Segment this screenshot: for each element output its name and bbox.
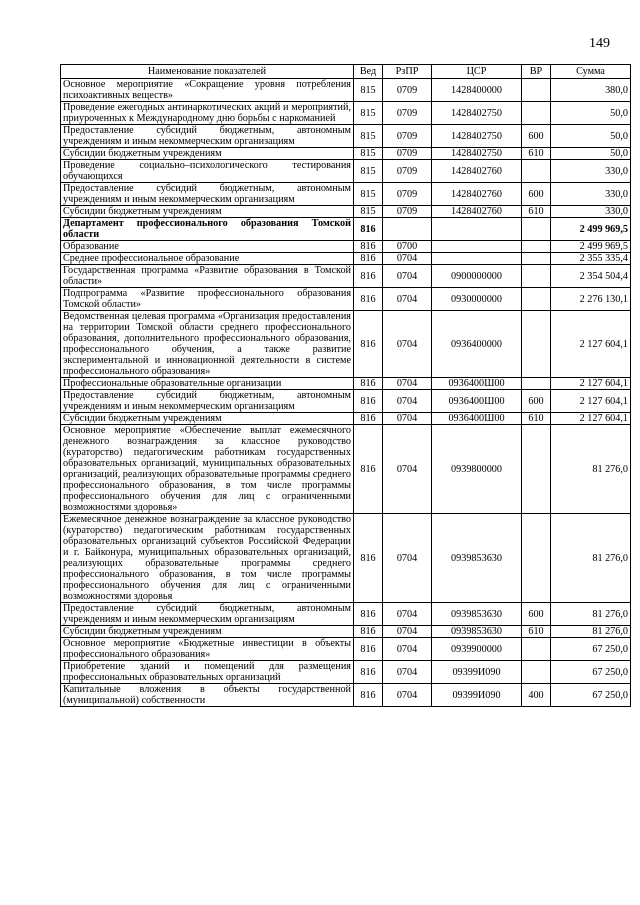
cell-sum: 50,0 [551, 125, 631, 148]
cell-ved: 816 [354, 311, 383, 378]
cell-vr: 600 [522, 125, 551, 148]
cell-rzpr: 0704 [383, 425, 432, 514]
cell-ved: 816 [354, 413, 383, 425]
cell-name: Субсидии бюджетным учреждениям [61, 206, 354, 218]
cell-rzpr: 0709 [383, 206, 432, 218]
column-header-vr: ВР [522, 65, 551, 79]
cell-name: Предоставление субсидий бюджетным, автономным учреждениям и иным некоммерческим организациям [61, 125, 354, 148]
cell-vr: 610 [522, 413, 551, 425]
cell-csr: 0939800000 [432, 425, 522, 514]
cell-vr [522, 79, 551, 102]
cell-rzpr: 0704 [383, 684, 432, 707]
table-row [61, 390, 631, 413]
column-header-sum: Сумма [551, 65, 631, 79]
cell-name: Приобретение зданий и помещений для размещения профессиональных образовательных организаций [61, 661, 354, 684]
cell-sum: 50,0 [551, 148, 631, 160]
cell-rzpr: 0704 [383, 288, 432, 311]
cell-csr: 0939853630 [432, 603, 522, 626]
cell-name: Департамент профессионального образования Томской области [61, 218, 354, 241]
table-row [61, 514, 631, 603]
column-header-name: Наименование показателей [61, 65, 354, 79]
cell-rzpr: 0700 [383, 241, 432, 253]
cell-vr [522, 514, 551, 603]
cell-name: Субсидии бюджетным учреждениям [61, 626, 354, 638]
budget-table [60, 64, 631, 707]
cell-ved: 816 [354, 638, 383, 661]
cell-sum: 2 127 604,1 [551, 311, 631, 378]
cell-sum: 50,0 [551, 102, 631, 125]
cell-sum: 67 250,0 [551, 661, 631, 684]
cell-sum: 81 276,0 [551, 626, 631, 638]
cell-sum: 380,0 [551, 79, 631, 102]
cell-ved: 816 [354, 241, 383, 253]
cell-vr: 600 [522, 603, 551, 626]
cell-name: Ежемесячное денежное вознаграждение за классное руководство (кураторство) педагогическим работникам государственных образовательных организаций субъектов Российской Федерации и г. Байконура, муниципальных образовательных организаций, реализующих образовательные программы среднего профессионального образования, в том числе программы профессионального обучения для лиц с ограниченными возможностями здоровья [61, 514, 354, 603]
cell-sum: 2 127 604,1 [551, 413, 631, 425]
cell-csr: 1428402760 [432, 183, 522, 206]
cell-name: Образование [61, 241, 354, 253]
cell-sum: 67 250,0 [551, 684, 631, 707]
cell-name: Государственная программа «Развитие образования в Томской области» [61, 265, 354, 288]
cell-csr: 0930000000 [432, 288, 522, 311]
cell-rzpr: 0704 [383, 661, 432, 684]
cell-csr: 1428400000 [432, 79, 522, 102]
table-row [61, 265, 631, 288]
cell-rzpr: 0704 [383, 626, 432, 638]
cell-sum: 2 499 969,5 [551, 241, 631, 253]
cell-sum: 81 276,0 [551, 425, 631, 514]
cell-sum: 67 250,0 [551, 638, 631, 661]
cell-csr: 0900000000 [432, 265, 522, 288]
cell-csr [432, 253, 522, 265]
cell-vr [522, 378, 551, 390]
cell-csr: 0936400Ш00 [432, 378, 522, 390]
cell-vr [522, 253, 551, 265]
cell-ved: 816 [354, 603, 383, 626]
cell-rzpr: 0709 [383, 125, 432, 148]
cell-rzpr: 0704 [383, 378, 432, 390]
cell-csr: 0939853630 [432, 626, 522, 638]
cell-rzpr: 0704 [383, 603, 432, 626]
table-row [61, 241, 631, 253]
cell-name: Среднее профессиональное образование [61, 253, 354, 265]
cell-ved: 816 [354, 253, 383, 265]
cell-vr: 610 [522, 626, 551, 638]
table-row [61, 79, 631, 102]
cell-sum: 2 354 504,4 [551, 265, 631, 288]
cell-sum: 2 355 335,4 [551, 253, 631, 265]
cell-rzpr: 0704 [383, 413, 432, 425]
cell-rzpr [383, 218, 432, 241]
cell-vr [522, 638, 551, 661]
cell-csr [432, 218, 522, 241]
cell-name: Основное мероприятие «Обеспечение выплат ежемесячного денежного вознаграждения за классное руководство (кураторство) педагогическим работникам государственных образовательных организаций, муниципальных образовательных организаций, реализующих образовательные программы среднего профессионального образования, в том числе программы профессионального обучения для лиц с ограниченными возможностями здоровья» [61, 425, 354, 514]
cell-ved: 816 [354, 425, 383, 514]
table-row [61, 413, 631, 425]
cell-name: Субсидии бюджетным учреждениям [61, 413, 354, 425]
cell-name: Капитальные вложения в объекты государственной (муниципальной) собственности [61, 684, 354, 707]
table-row [61, 603, 631, 626]
cell-vr [522, 160, 551, 183]
cell-ved: 815 [354, 183, 383, 206]
cell-csr: 1428402750 [432, 102, 522, 125]
cell-rzpr: 0709 [383, 160, 432, 183]
column-header-csr: ЦСР [432, 65, 522, 79]
cell-vr: 600 [522, 183, 551, 206]
cell-ved: 816 [354, 378, 383, 390]
cell-ved: 815 [354, 148, 383, 160]
cell-ved: 816 [354, 626, 383, 638]
cell-ved: 816 [354, 514, 383, 603]
cell-vr: 610 [522, 148, 551, 160]
cell-rzpr: 0704 [383, 311, 432, 378]
cell-rzpr: 0709 [383, 102, 432, 125]
cell-name: Основное мероприятие «Бюджетные инвестиции в объекты профессионального образования» [61, 638, 354, 661]
cell-ved: 816 [354, 265, 383, 288]
cell-csr: 1428402760 [432, 160, 522, 183]
cell-sum: 330,0 [551, 160, 631, 183]
column-header-rzpr: РзПР [383, 65, 432, 79]
cell-vr [522, 218, 551, 241]
table-row [61, 102, 631, 125]
cell-csr: 1428402760 [432, 206, 522, 218]
table-row [61, 206, 631, 218]
cell-vr [522, 241, 551, 253]
cell-sum: 2 499 969,5 [551, 218, 631, 241]
cell-vr: 610 [522, 206, 551, 218]
cell-name: Ведомственная целевая программа «Организация предоставления на территории Томской области среднего профессионального образования, дополнительного профессионального образования, профессионального обучения, а также развитие экспериментальной и инновационной деятельности в системе профессионального образования» [61, 311, 354, 378]
cell-rzpr: 0704 [383, 265, 432, 288]
cell-ved: 815 [354, 206, 383, 218]
cell-sum: 330,0 [551, 206, 631, 218]
cell-name: Предоставление субсидий бюджетным, автономным учреждениям и иным некоммерческим организациям [61, 390, 354, 413]
cell-name: Проведение ежегодных антинаркотических акций и мероприятий, приуроченных к Международному дню борьбы с наркоманией [61, 102, 354, 125]
cell-csr: 0939900000 [432, 638, 522, 661]
table-row [61, 148, 631, 160]
cell-sum: 2 276 130,1 [551, 288, 631, 311]
cell-rzpr: 0709 [383, 79, 432, 102]
table-row [61, 311, 631, 378]
cell-csr: 0936400Ш00 [432, 413, 522, 425]
cell-name: Основное мероприятие «Сокращение уровня потребления психоактивных веществ» [61, 79, 354, 102]
cell-ved: 815 [354, 160, 383, 183]
cell-csr: 09399И090 [432, 684, 522, 707]
cell-name: Предоставление субсидий бюджетным, автономным учреждениям и иным некоммерческим организациям [61, 183, 354, 206]
cell-ved: 816 [354, 684, 383, 707]
page-number: 149 [589, 36, 610, 51]
cell-vr [522, 661, 551, 684]
table-header-row [61, 65, 631, 79]
cell-vr [522, 102, 551, 125]
cell-csr: 0936400Ш00 [432, 390, 522, 413]
cell-sum: 2 127 604,1 [551, 390, 631, 413]
cell-ved: 816 [354, 390, 383, 413]
table-row [61, 425, 631, 514]
cell-rzpr: 0704 [383, 638, 432, 661]
cell-ved: 815 [354, 79, 383, 102]
cell-rzpr: 0709 [383, 148, 432, 160]
table-row [61, 661, 631, 684]
cell-sum: 81 276,0 [551, 603, 631, 626]
cell-vr [522, 425, 551, 514]
cell-rzpr: 0709 [383, 183, 432, 206]
cell-name: Профессиональные образовательные организации [61, 378, 354, 390]
cell-name: Предоставление субсидий бюджетным, автономным учреждениям и иным некоммерческим организациям [61, 603, 354, 626]
cell-ved: 815 [354, 125, 383, 148]
cell-name: Проведение социально–психологического тестирования обучающихся [61, 160, 354, 183]
table-row [61, 125, 631, 148]
table-row [61, 638, 631, 661]
cell-sum: 81 276,0 [551, 514, 631, 603]
cell-name: Подпрограмма «Развитие профессионального образования Томской области» [61, 288, 354, 311]
cell-sum: 2 127 604,1 [551, 378, 631, 390]
cell-ved: 815 [354, 102, 383, 125]
cell-vr [522, 288, 551, 311]
cell-vr [522, 311, 551, 378]
cell-rzpr: 0704 [383, 390, 432, 413]
cell-name: Субсидии бюджетным учреждениям [61, 148, 354, 160]
cell-ved: 816 [354, 661, 383, 684]
cell-ved: 816 [354, 288, 383, 311]
table-row [61, 378, 631, 390]
cell-sum: 330,0 [551, 183, 631, 206]
table-row [61, 253, 631, 265]
cell-vr: 400 [522, 684, 551, 707]
cell-vr: 600 [522, 390, 551, 413]
column-header-ved: Вед [354, 65, 383, 79]
table-row [61, 218, 631, 241]
cell-csr: 1428402750 [432, 125, 522, 148]
table-row [61, 684, 631, 707]
cell-ved: 816 [354, 218, 383, 241]
cell-csr [432, 241, 522, 253]
cell-csr: 0936400000 [432, 311, 522, 378]
cell-csr: 0939853630 [432, 514, 522, 603]
table-row [61, 288, 631, 311]
cell-rzpr: 0704 [383, 514, 432, 603]
cell-vr [522, 265, 551, 288]
cell-csr: 1428402750 [432, 148, 522, 160]
cell-rzpr: 0704 [383, 253, 432, 265]
table-row [61, 160, 631, 183]
cell-csr: 09399И090 [432, 661, 522, 684]
table-row [61, 183, 631, 206]
table-row [61, 626, 631, 638]
